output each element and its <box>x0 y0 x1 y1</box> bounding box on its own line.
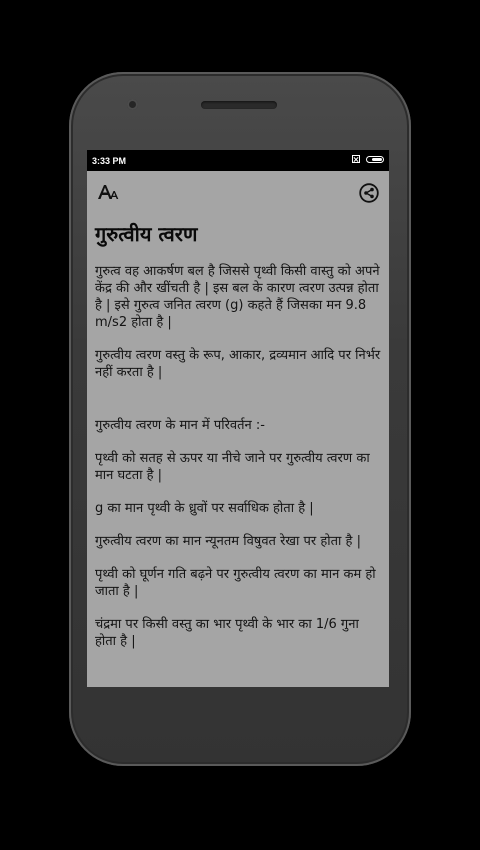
earpiece-speaker <box>201 101 277 109</box>
share-icon <box>359 183 379 203</box>
phone-screen <box>87 150 389 687</box>
status-time: 3:33 PM <box>92 156 127 166</box>
app-toolbar <box>87 171 389 211</box>
article-body <box>87 222 389 650</box>
section-heading: गुरुत्वीय त्वरण के मान में परिवर्तन :- <box>95 418 265 433</box>
status-bar <box>87 150 389 171</box>
article-paragraph: पृथ्वी को घूर्णन गति बढ़ने पर गुरुत्वीय त्वरण का मान कम हो जाता है | <box>95 567 380 599</box>
article-paragraph: चंद्रमा पर किसी वस्तु का भार पृथ्वी के भार का 1/6 गुना होता है | <box>95 617 363 649</box>
font-size-button[interactable] <box>97 183 119 201</box>
battery-icon <box>366 156 384 163</box>
status-icons <box>352 155 384 163</box>
article-paragraph: पृथ्वी को सतह से ऊपर या नीचे जाने पर गुरुत्वीय त्वरण का मान घटता है | <box>95 451 374 483</box>
article-paragraph: g का मान पृथ्वी के ध्रुवों पर सर्वाधिक होता है | <box>95 501 314 516</box>
article-paragraph: गुरुत्वीय त्वरण का मान न्यूनतम विषुवत रेखा पर होता है | <box>95 534 361 549</box>
share-button[interactable] <box>359 183 379 203</box>
no-sim-icon <box>352 155 360 163</box>
page-title: गुरुत्वीय त्वरण <box>95 222 198 246</box>
article-paragraph: गुरुत्वीय त्वरण वस्तु के रूप, आकार, द्रव्यमान आदि पर निर्भर नहीं करता है | <box>95 348 385 380</box>
font-size-icon <box>97 183 119 201</box>
article-paragraph: गुरुत्व वह आकर्षण बल है जिससे पृथ्वी किसी वास्तु को अपने केंद्र की और खींचती है | इस बल के कारण त्वरण उत्पन्न होता है | इसे गुरुत्व जनित त्वरण (g) कहते हैं जिसका मन 9.8 m/s2 होता है | <box>95 264 384 330</box>
front-camera <box>127 99 138 110</box>
